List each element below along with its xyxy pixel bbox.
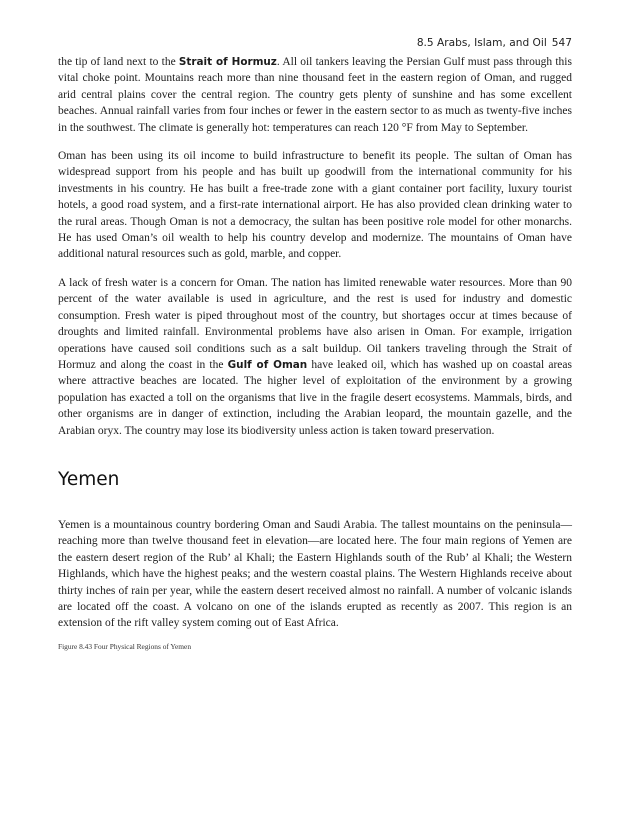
paragraph-oman-water (58, 275, 572, 439)
section-heading-yemen: Yemen (58, 468, 120, 490)
key-term-strait-of-hormuz: Strait of Hormuz (178, 56, 277, 68)
running-header-section: 8.5 Arabs, Islam, and Oil (416, 37, 547, 49)
figure-caption: Figure 8.43 Four Physical Regions of Yemen (58, 641, 192, 651)
paragraph-oman-infrastructure: Oman has been using its oil income to build infrastructure to benefit its people. The sultan of Oman has widespread support from his people and has built up goodwill from the international community for his investments in his country. He has built a free-trade zone with a giant container port facility, luxury tourist hotels, a good road system, and a first-rate international airport. He has also provided clean drinking water to the rural areas. Though Oman is not a democracy, the sultan has been positive role model for other monarchs. He has used Oman’s oil wealth to help his country develop and modernize. The mountains of Oman have additional natural resources such as gold, marble, and copper. (58, 150, 572, 261)
running-header (417, 37, 572, 49)
paragraph-oman-geography (58, 54, 572, 136)
page-content (58, 54, 572, 651)
paragraph-text: the tip of land next to the (58, 56, 179, 68)
paragraph-text: have leaked oil, which has washed up on coastal areas where attractive beaches are located. The higher level of exploitation of the environment by a growing population has exacted a toll on the organisms that live in the fragile desert ecosystems. Mammals, birds, and other organisms are in danger of extinction, including the Arabian leopard, the mountain gazelle, and the Arabian oryx. The country may lose its biodiversity unless action is taken toward preservation. (58, 358, 572, 437)
page-number: 547 (551, 37, 572, 49)
key-term-gulf-of-oman: Gulf of Oman (227, 358, 308, 371)
paragraph-text: . All oil tankers leaving the Persian Gulf must pass through this vital choke point. Mountains reach more than nine thousand feet in the eastern region of Oman, and rugged arid central plains cover the central region. The country gets plenty of sunshine and has some excellent beaches. Annual rainfall varies from four inches or fewer in the eastern sector to as much as twenty-five inches in the southwest. The climate is generally hot: temperatures can reach 120 °F from May to September. (58, 56, 572, 134)
paragraph-yemen: Yemen is a mountainous country bordering Oman and Saudi Arabia. The tallest mountains on the peninsula—reaching more than twelve thousand feet in elevation—are located here. The four main regions of Yemen are the eastern desert region of the Rub’ al Khali; the Eastern Highlands south of the Rub’ al Khali; the Western Highlands, which have the highest peaks; and the western coastal plains. The Western Highlands receive about thirty inches of rain per year, while the eastern desert received almost no rainfall. A number of volcanic islands are located off the coast. A volcano on one of the islands erupted as recently as 2007. This region is an extension of the rift valley system coming out of East Africa. (58, 518, 572, 630)
paragraph-text: A lack of fresh water is a concern for Oman. The nation has limited renewable water resources. More than 90 percent of the water available is used in agriculture, and the rest is used for industry and domestic consumption. Fresh water is piped throughout most of the country, but shortages occur at times because of droughts and limited rainfall. Environmental problems have also arisen in Oman. For example, irrigation operations have caused soil conditions such as a salt buildup. Oil tankers traveling through the Strait of Hormuz and along the coast in the (58, 276, 572, 371)
